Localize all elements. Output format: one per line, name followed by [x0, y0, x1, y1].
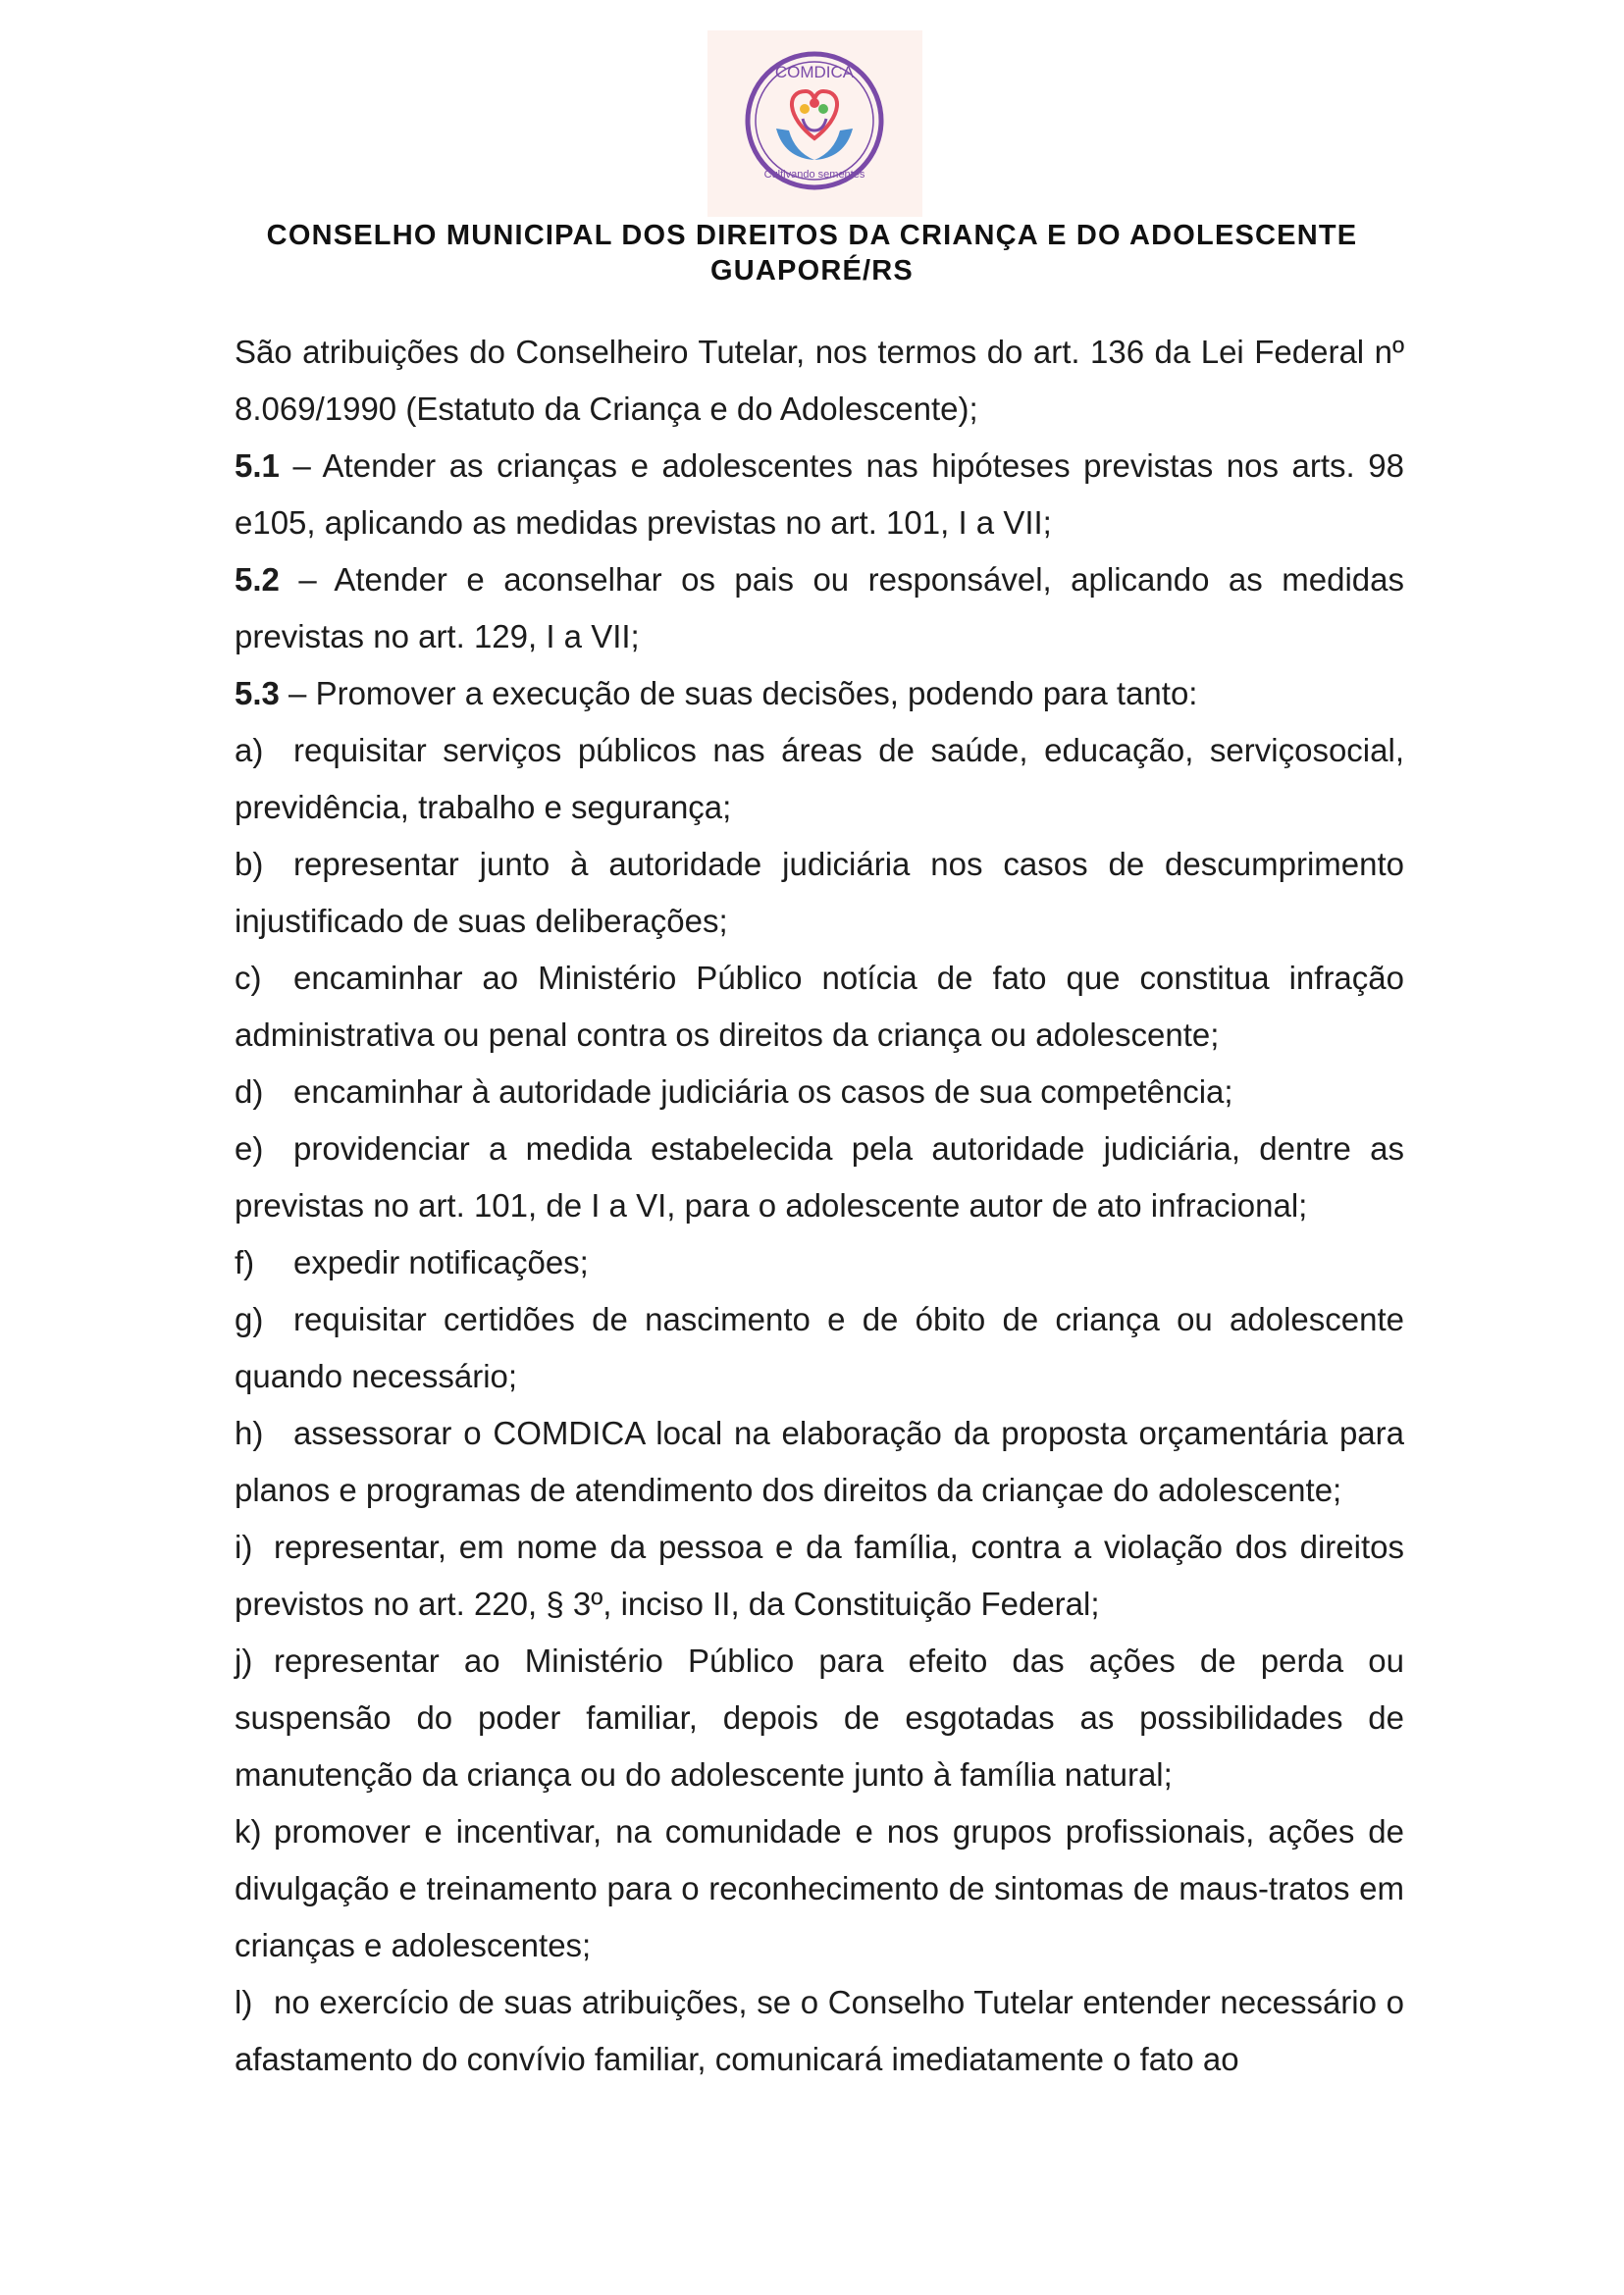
item-letter: h): [235, 1415, 264, 1451]
list-item-d: [235, 1064, 1404, 1121]
list-item-i: [235, 1519, 1404, 1633]
section-text: – Atender e aconselhar os pais ou responsável, aplicando as medidas previstas no art. 129, I a VII;: [235, 561, 1404, 654]
document-body: [235, 324, 1404, 2088]
list-item-j: [235, 1633, 1404, 1803]
item-letter: b): [235, 846, 264, 882]
item-text: encaminhar ao Ministério Público notícia de fato que constitua infração administrativa ou penal contra os direitos da criança ou adolescente;: [235, 960, 1404, 1053]
list-item-b: [235, 836, 1404, 950]
item-letter: c): [235, 960, 262, 996]
list-item-c: [235, 950, 1404, 1064]
comdica-logo: [707, 30, 922, 217]
section-text: – Promover a execução de suas decisões, podendo para tanto:: [279, 675, 1198, 711]
document-header: [0, 218, 1624, 288]
item-letter: j): [235, 1643, 253, 1679]
item-letter: g): [235, 1301, 264, 1337]
item-letter: e): [235, 1130, 264, 1167]
section-number: 5.2: [235, 561, 280, 598]
svg-text:Cultivando sementes: Cultivando sementes: [763, 169, 865, 181]
section-5-3: [235, 665, 1404, 722]
item-text: expedir notificações;: [293, 1244, 589, 1280]
section-text: – Atender as crianças e adolescentes nas hipóteses previstas nos arts. 98 e105, aplicando as medidas previstas no art. 101, I a VII;: [235, 447, 1404, 541]
item-text: providenciar a medida estabelecida pela autoridade judiciária, dentre as previstas no art. 101, de I a VI, para o adolescente autor de ato infracional;: [235, 1130, 1404, 1224]
item-text: representar, em nome da pessoa e da família, contra a violação dos direitos previstos no art. 220, § 3º, inciso II, da Constituição Federal;: [235, 1529, 1404, 1622]
item-letter: a): [235, 732, 264, 768]
list-item-g: [235, 1291, 1404, 1405]
header-subtitle: GUAPORÉ/RS: [710, 255, 914, 287]
item-text: assessorar o COMDICA local na elaboração da proposta orçamentária para planos e programas de atendimento dos direitos da criançae do adolescente;: [235, 1415, 1404, 1508]
item-text: encaminhar à autoridade judiciária os casos de sua competência;: [293, 1073, 1233, 1110]
list-item-h: [235, 1405, 1404, 1519]
list-item-a: [235, 722, 1404, 836]
list-item-k: [235, 1803, 1404, 1974]
item-letter: f): [235, 1244, 255, 1280]
item-letter: l): [235, 1984, 253, 2020]
item-text: representar junto à autoridade judiciária nos casos de descumprimento injustificado de suas deliberações;: [235, 846, 1404, 939]
section-5-1: [235, 438, 1404, 551]
item-text: promover e incentivar, na comunidade e nos grupos profissionais, ações de divulgação e treinamento para o reconhecimento de sintomas de maus-tratos em crianças e adolescentes;: [235, 1813, 1404, 1963]
section-5-2: [235, 551, 1404, 665]
item-text: no exercício de suas atribuições, se o Conselho Tutelar entender necessário o afastamento do convívio familiar, comunicará imediatamente o fato ao: [235, 1984, 1404, 2077]
item-text: requisitar serviços públicos nas áreas de saúde, educação, serviçosocial, previdência, trabalho e segurança;: [235, 732, 1404, 825]
svg-text:COMDICA: COMDICA: [774, 63, 855, 81]
item-letter: i): [235, 1529, 253, 1565]
list-item-e: [235, 1121, 1404, 1234]
comdica-logo-emblem: [707, 30, 922, 217]
section-number: 5.3: [235, 675, 280, 711]
item-text: representar ao Ministério Público para efeito das ações de perda ou suspensão do poder familiar, depois de esgotadas as possibilidades de manutenção da criança ou do adolescente junto à família natural;: [235, 1643, 1404, 1793]
header-title: CONSELHO MUNICIPAL DOS DIREITOS DA CRIANÇA E DO ADOLESCENTE: [266, 220, 1358, 251]
item-text: requisitar certidões de nascimento e de óbito de criança ou adolescente quando necessário;: [235, 1301, 1404, 1394]
list-item-f: [235, 1234, 1404, 1291]
intro-paragraph: São atribuições do Conselheiro Tutelar, nos termos do art. 136 da Lei Federal nº 8.069/1990 (Estatuto da Criança e do Adolescente);: [235, 334, 1404, 427]
list-item-l: [235, 1974, 1404, 2088]
section-number: 5.1: [235, 447, 280, 484]
item-letter: k): [235, 1813, 262, 1850]
item-letter: d): [235, 1073, 264, 1110]
